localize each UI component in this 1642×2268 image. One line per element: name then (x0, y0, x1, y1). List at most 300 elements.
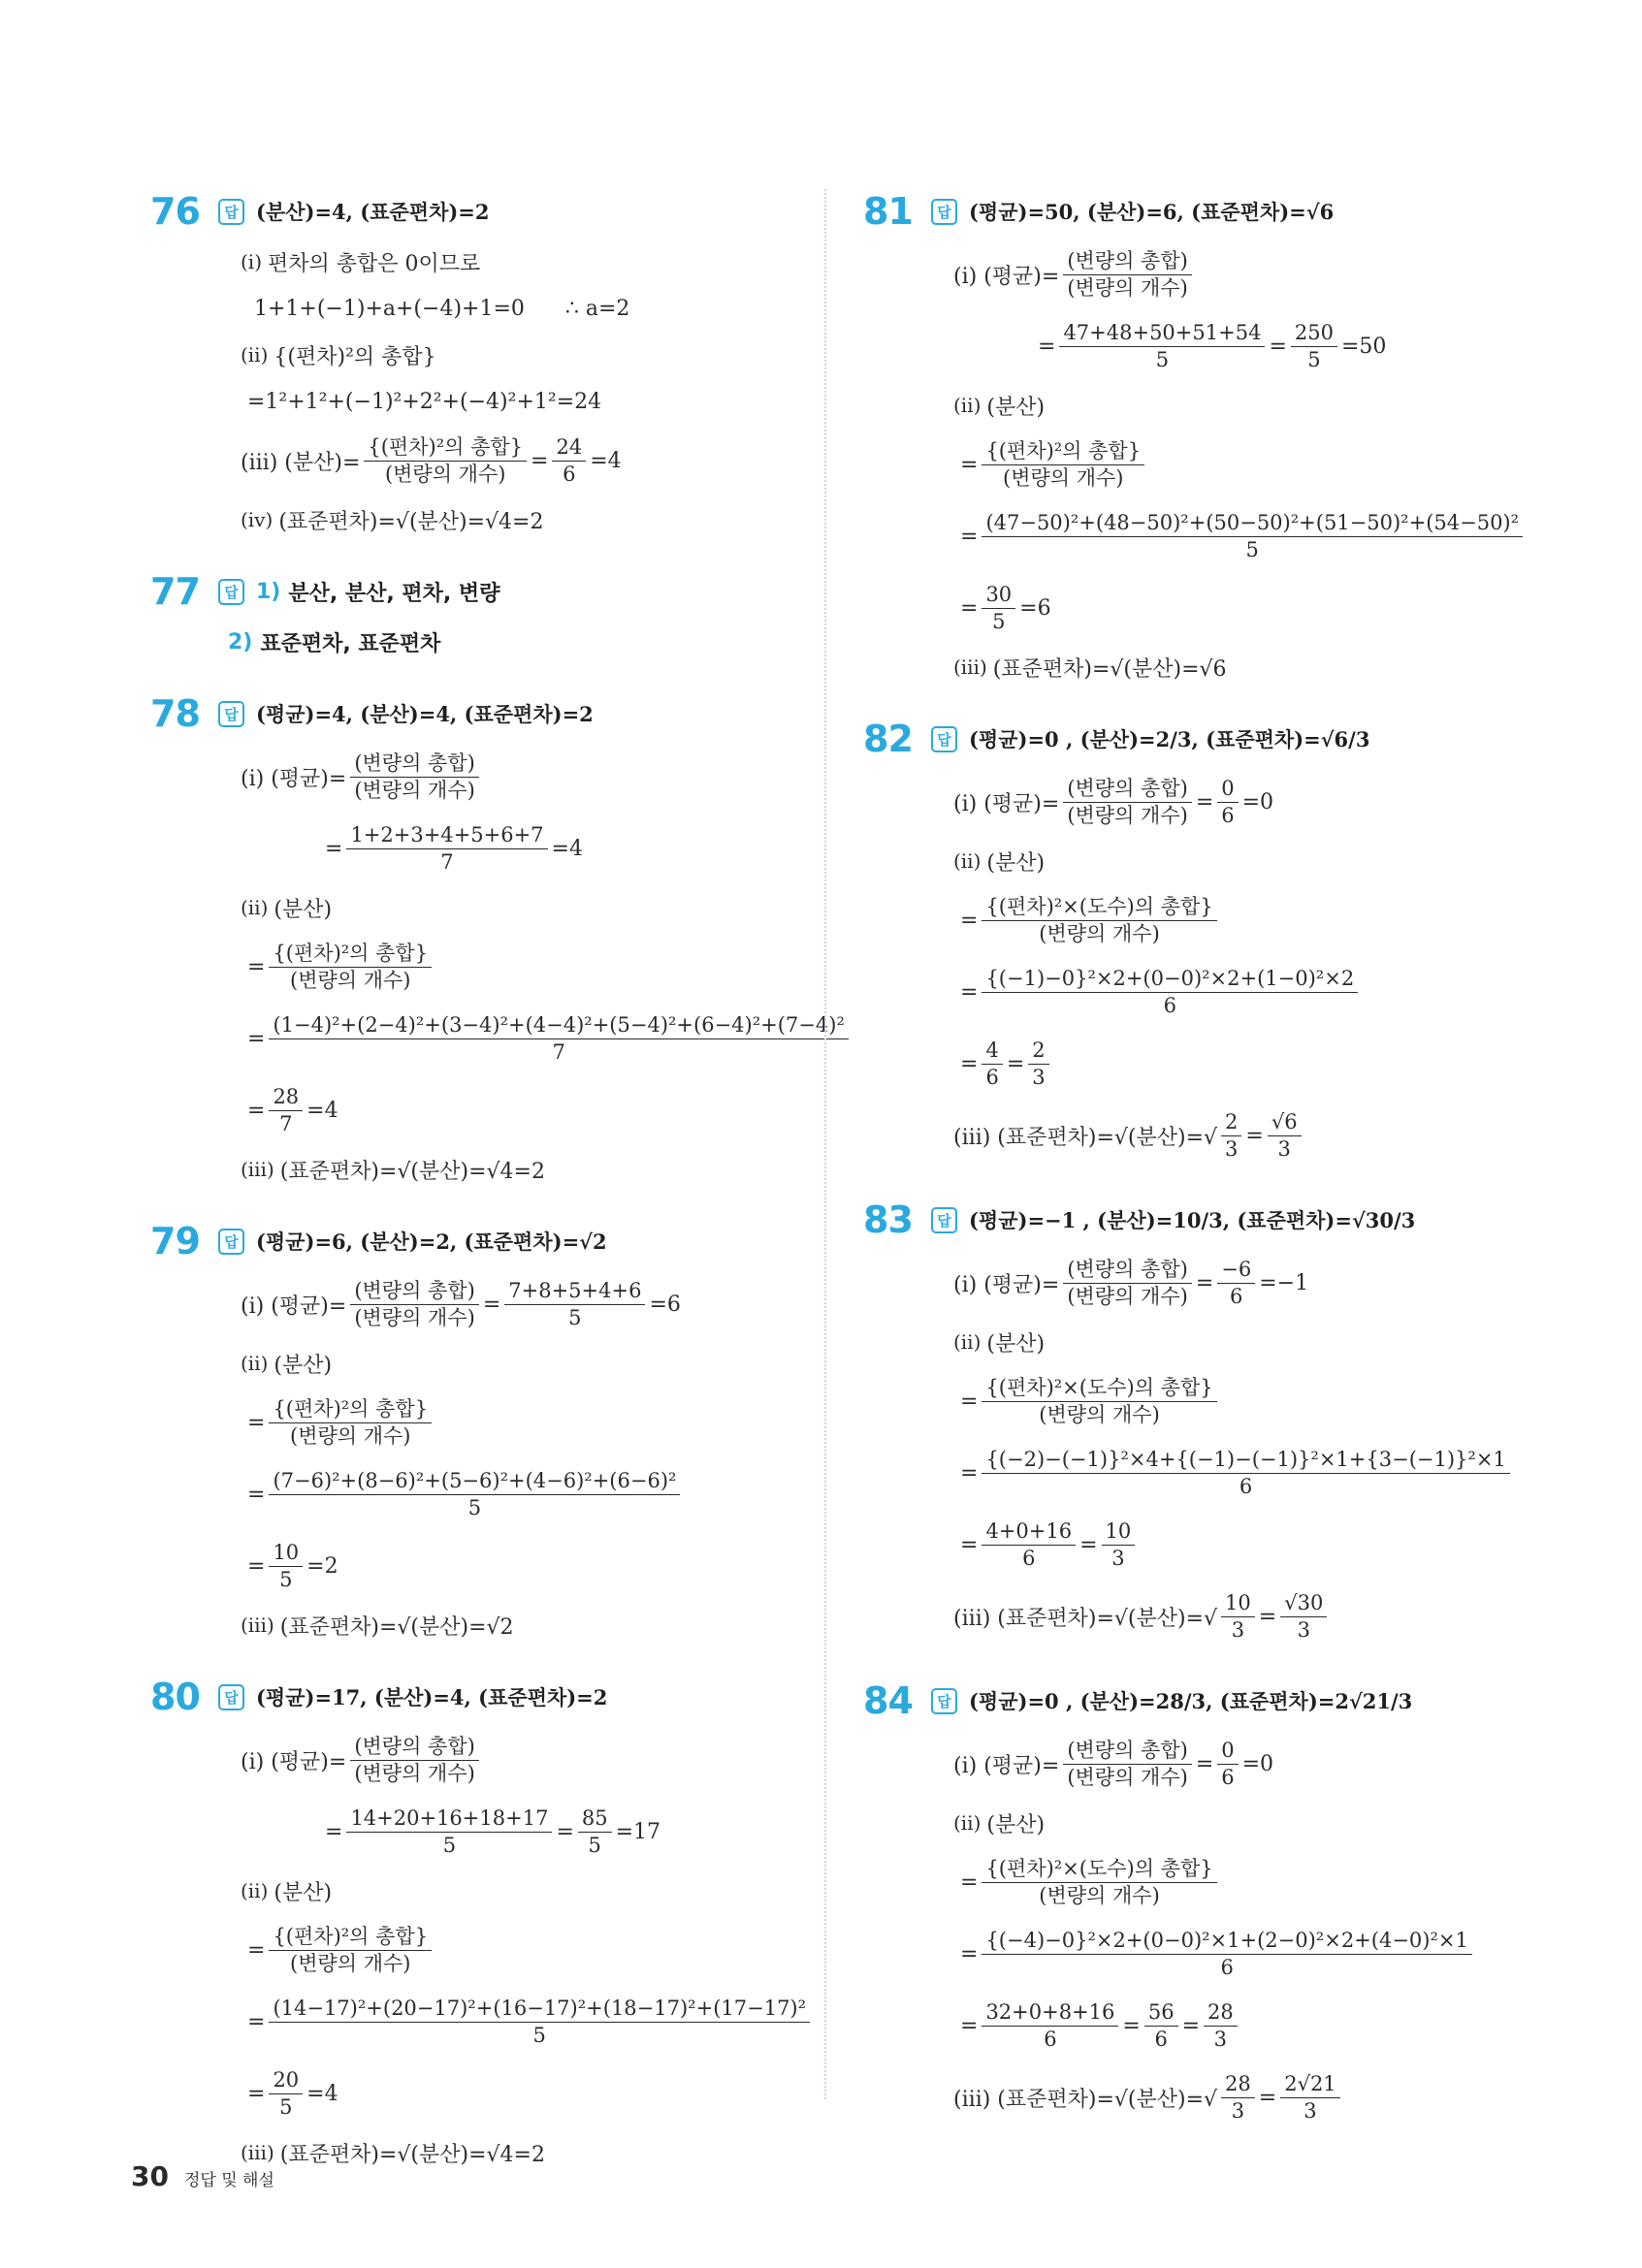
expr-text: = (325, 836, 343, 861)
solution-line (213, 285, 781, 332)
expr-text: =4 (306, 1098, 338, 1123)
fraction-denominator: (변량의 개수) (1039, 1883, 1160, 1907)
solution-line (213, 813, 781, 884)
fraction-denominator: 5 (279, 1567, 293, 1591)
solution-line (926, 1028, 1503, 1100)
fraction (578, 1806, 612, 1856)
fraction (269, 2068, 303, 2118)
fraction-numerator: 250 (1291, 321, 1337, 346)
fraction (982, 1929, 1471, 1978)
solution-body (863, 766, 1503, 1171)
answer-badge: 답 (218, 1684, 244, 1710)
page-footer (131, 2160, 274, 2192)
solution-body (150, 741, 845, 1193)
fraction-numerator: {(편차)²의 총합} (269, 1925, 432, 1950)
fraction (269, 1541, 303, 1590)
step-text: (표준편차)=√(분산)=√4=2 (279, 2142, 545, 2167)
solution-body (150, 1268, 781, 1648)
problem-gap (150, 543, 781, 564)
step-text: =1²+1²+(−1)²+2²+(−4)²+1²=24 (241, 389, 602, 414)
expr-text: (ⅰ) (평균)= (953, 791, 1060, 816)
step-marker: (ⅱ) (241, 343, 269, 367)
problem-header (150, 1670, 781, 1724)
fraction (350, 1735, 479, 1784)
solution-line (213, 1387, 781, 1458)
fraction (1028, 1038, 1048, 1088)
expr-text: = (953, 2013, 979, 2038)
fraction (1280, 2072, 1339, 2122)
fraction-numerator: {(편차)²×(도수)의 총합} (982, 895, 1216, 920)
step-text: (분산) (274, 897, 333, 922)
step-marker: (ⅱ) (241, 1879, 269, 1902)
problem-header (150, 184, 781, 239)
sub-answer-text: 표준편차, 표준편차 (260, 631, 441, 656)
fraction-denominator: (변량의 개수) (1067, 803, 1188, 827)
fraction-denominator: (변량의 개수) (1039, 1402, 1160, 1426)
column-divider (824, 189, 826, 2099)
fraction (982, 895, 1216, 944)
fraction-denominator: 3 (1277, 1136, 1291, 1161)
solution-line (926, 239, 1503, 310)
fraction (982, 2000, 1118, 2050)
fraction-denominator: 3 (1111, 1546, 1125, 1570)
fraction-numerator: 10 (1221, 1591, 1255, 1616)
solution-line (213, 496, 781, 543)
fraction-denominator: 6 (1022, 1546, 1036, 1570)
left-column (150, 184, 845, 2197)
fraction-denominator: 5 (992, 609, 1006, 633)
fraction (269, 1996, 810, 2046)
problem-header (863, 184, 1503, 239)
answer-text: (평균)=4, (분산)=4, (표준편차)=2 (256, 702, 594, 726)
solution-body (150, 239, 781, 543)
expr-text: = (1181, 2013, 1200, 2038)
fraction-numerator: 24 (552, 435, 586, 461)
fraction-numerator: 4 (982, 1038, 1002, 1064)
fraction-denominator: 3 (1032, 1065, 1046, 1089)
fraction-denominator: (변량의 개수) (1039, 921, 1160, 945)
step-text: 1+1+(−1)+a+(−4)+1=0 ∴ a=2 (241, 296, 630, 321)
fraction-numerator: (변량의 총합) (1063, 1258, 1192, 1283)
expr-text: = (241, 1937, 266, 1963)
answer-badge: 답 (218, 1229, 244, 1255)
fraction-numerator: {(편차)²의 총합} (982, 439, 1144, 464)
solution-body (863, 1728, 1503, 2133)
solution-line (213, 2129, 781, 2176)
fraction (1221, 2072, 1255, 2122)
fraction-numerator: (변량의 총합) (1063, 249, 1192, 274)
expr-text: =6 (1019, 595, 1051, 621)
step-text: (분산) (986, 395, 1046, 420)
fraction-numerator: 2√21 (1280, 2072, 1339, 2097)
expr-text: = (1258, 2085, 1277, 2110)
expr-text: = (953, 1460, 979, 1485)
fraction (1102, 1519, 1136, 1569)
fraction-numerator: (47−50)²+(48−50)²+(50−50)²+(51−50)²+(54−50)² (982, 511, 1523, 536)
step-marker: (ⅱ) (953, 394, 982, 417)
problem-82 (863, 712, 1503, 1171)
solution-line (926, 310, 1503, 382)
expr-text: =4 (590, 448, 622, 473)
answer-badge: 답 (218, 579, 244, 605)
step-marker: (ⅲ) (241, 1158, 274, 1181)
fraction-denominator: 6 (1044, 2027, 1057, 2051)
solution-body (150, 1724, 807, 2176)
sub-answer-line (213, 619, 781, 665)
fraction-numerator: (7−6)²+(8−6)²+(5−6)²+(4−6)²+(6−6)² (269, 1469, 680, 1494)
solution-line (213, 1602, 781, 1648)
expr-text: (ⅲ) (분산)= (241, 450, 361, 475)
problem-number: 79 (150, 1220, 200, 1262)
fraction-denominator: 5 (442, 1833, 457, 1857)
solution-line (213, 1914, 781, 1986)
fraction-numerator: 2 (1028, 1038, 1048, 1064)
solution-line (213, 1796, 781, 1868)
problem-header (863, 712, 1503, 766)
expr-text: = (1245, 1123, 1264, 1148)
problem-81 (863, 184, 1520, 690)
solution-line (213, 425, 781, 496)
problem-number: 80 (150, 1676, 200, 1718)
solution-body (150, 619, 781, 665)
fraction (269, 942, 432, 991)
fraction (982, 1038, 1002, 1088)
solution-line (213, 2058, 781, 2129)
answer-badge: 답 (931, 1688, 957, 1714)
fraction (504, 1279, 645, 1328)
expr-text: = (953, 1532, 979, 1557)
solution-line (213, 239, 781, 285)
expr-text: =0 (1241, 789, 1274, 815)
fraction-denominator: 5 (1155, 347, 1170, 371)
fraction-denominator: 3 (1297, 1617, 1310, 1642)
solution-line (213, 378, 781, 425)
solution-line (213, 741, 781, 813)
step-marker: (ⅱ) (241, 1352, 269, 1375)
expr-text: =50 (1340, 334, 1387, 359)
fraction (350, 751, 479, 801)
fraction-numerator: 7+8+5+4+6 (504, 1279, 645, 1304)
fraction-denominator: (변량의 개수) (290, 1423, 411, 1448)
solution-line (213, 884, 781, 931)
fraction-numerator: {(−2)−(−1)}²×4+{(−1)−(−1)}²×1+{3−(−1)}²×1 (982, 1448, 1509, 1473)
problem-number: 77 (150, 570, 200, 613)
solution-line (213, 1003, 845, 1074)
fraction (982, 1519, 1076, 1569)
fraction-numerator: (변량의 총합) (350, 1279, 479, 1304)
expr-text: = (953, 1869, 979, 1895)
fraction (1221, 1591, 1255, 1641)
step-text: (분산) (274, 1880, 333, 1905)
expr-text: (ⅰ) (평균)= (241, 1294, 347, 1319)
answer-text: (평균)=0 , (분산)=2/3, (표준편차)=√6/3 (969, 727, 1370, 751)
problem-83 (863, 1193, 1506, 1652)
step-marker: (ⅱ) (953, 849, 982, 873)
fraction (982, 511, 1523, 560)
expr-text: (ⅲ) (표준편차)=√(분산)=√ (953, 1125, 1218, 1150)
step-marker: (ⅲ) (953, 655, 987, 679)
problem-number: 76 (150, 190, 200, 233)
fraction (1144, 2000, 1178, 2050)
problem-gap (150, 665, 781, 687)
expr-text: = (241, 954, 266, 979)
fraction (982, 439, 1144, 489)
problem-header (863, 1193, 1503, 1247)
solution-line (926, 500, 1520, 572)
step-marker: (ⅲ) (241, 1613, 274, 1637)
fraction (1217, 1739, 1238, 1788)
expr-text: (ⅰ) (평균)= (241, 1749, 347, 1774)
fraction-denominator: (변량의 개수) (384, 462, 506, 486)
fraction (1217, 777, 1238, 826)
expr-text: = (482, 1292, 501, 1317)
fraction-denominator: 5 (1245, 537, 1259, 561)
fraction-denominator: 6 (1230, 1284, 1243, 1308)
fraction (1280, 1591, 1327, 1641)
fraction-denominator: 6 (563, 462, 576, 486)
step-text: (표준편차)=√(분산)=√2 (279, 1614, 514, 1640)
step-text: (표준편차)=√(분산)=√4=2 (278, 509, 544, 534)
fraction-numerator: {(편차)²×(도수)의 총합} (982, 1376, 1216, 1401)
problem-77 (150, 564, 781, 665)
fraction-denominator: (변량의 개수) (354, 1761, 475, 1785)
expr-text: = (531, 448, 549, 473)
fraction-numerator: √6 (1268, 1110, 1302, 1135)
expr-text: = (1006, 1051, 1025, 1076)
fraction-numerator: 85 (578, 1806, 612, 1832)
fraction-numerator: {(편차)²×(도수)의 총합} (982, 1857, 1216, 1882)
fraction-numerator: {(편차)²의 총합} (269, 942, 432, 967)
step-marker: (ⅱ) (953, 1811, 982, 1835)
solution-line (926, 766, 1503, 838)
problem-78 (150, 687, 845, 1193)
problem-76 (150, 184, 781, 543)
solution-line (926, 429, 1503, 500)
right-column (863, 184, 1520, 2155)
fraction (1063, 1739, 1192, 1788)
expr-text: = (241, 2009, 266, 2034)
fraction (1063, 1258, 1192, 1307)
fraction-denominator: (변량의 개수) (354, 1305, 475, 1329)
fraction (1063, 777, 1192, 826)
solution-line (926, 1100, 1503, 1171)
answer-badge: 답 (931, 199, 957, 225)
problem-header (150, 564, 781, 619)
answer-text: (평균)=6, (분산)=2, (표준편차)=√2 (256, 1230, 607, 1254)
solution-line (213, 1868, 781, 1914)
fraction-numerator: (1−4)²+(2−4)²+(3−4)²+(4−4)²+(5−4)²+(6−4)²+(7−4)² (269, 1013, 848, 1038)
fraction (269, 1085, 303, 1134)
fraction-numerator: 0 (1217, 777, 1238, 802)
expr-text: = (241, 1098, 266, 1123)
step-marker: (ⅱ) (953, 1330, 982, 1354)
expr-text: =6 (649, 1292, 681, 1317)
fraction (1268, 1110, 1302, 1160)
fraction (982, 1857, 1216, 1906)
solution-line (926, 1437, 1506, 1509)
fraction (350, 1279, 479, 1328)
fraction-numerator: −6 (1217, 1258, 1255, 1283)
expr-text: = (325, 1819, 343, 1844)
solution-line (926, 1846, 1503, 1918)
problem-number: 84 (863, 1679, 913, 1722)
solution-line (926, 572, 1503, 644)
fraction-numerator: 28 (1204, 2000, 1238, 2026)
solution-line (926, 2061, 1503, 2133)
fraction-denominator: (변량의 개수) (1067, 275, 1188, 300)
solution-line (926, 1918, 1503, 1990)
sub-answer-label: 1) (256, 579, 281, 604)
expr-text: = (1195, 789, 1214, 815)
step-text: {(편차)²의 총합} (274, 344, 436, 369)
fraction-denominator: 6 (985, 1065, 999, 1089)
fraction-denominator: 5 (279, 2094, 293, 2119)
expr-text: = (241, 1553, 266, 1579)
answer-text: (평균)=50, (분산)=6, (표준편차)=√6 (969, 200, 1335, 224)
problem-header (150, 687, 781, 741)
fraction (364, 435, 527, 485)
fraction-numerator: {(편차)²의 총합} (269, 1397, 432, 1422)
fraction (269, 1397, 432, 1447)
fraction-denominator: (변량의 개수) (1003, 465, 1124, 490)
fraction-denominator: 5 (568, 1305, 582, 1329)
step-marker: (ⅰ) (241, 250, 263, 273)
fraction-numerator: (14−17)²+(20−17)²+(16−17)²+(18−17)²+(17−17)² (269, 1996, 810, 2022)
fraction-numerator: 1+2+3+4+5+6+7 (346, 823, 547, 848)
solution-line (926, 838, 1503, 884)
solution-line (926, 382, 1503, 429)
solution-line (926, 1247, 1503, 1319)
fraction-numerator: 2 (1221, 1110, 1241, 1135)
fraction-denominator: 5 (588, 1833, 601, 1857)
fraction-denominator: (변량의 개수) (354, 778, 475, 802)
fraction-denominator: 6 (1221, 803, 1235, 827)
expr-text: = (241, 2081, 266, 2106)
problem-gap (150, 1193, 781, 1214)
step-marker: (ⅱ) (241, 896, 269, 919)
expr-text: = (1195, 1270, 1214, 1295)
fraction-numerator: 28 (269, 1085, 303, 1110)
problem-header (150, 1214, 781, 1268)
solution-line (926, 1800, 1503, 1846)
problem-gap (863, 1171, 1503, 1193)
fraction-denominator: 5 (1307, 347, 1321, 371)
fraction (982, 583, 1015, 632)
fraction-numerator: {(−4)−0}²×2+(0−0)²×1+(2−0)²×2+(4−0)²×1 (982, 1929, 1471, 1954)
fraction (269, 1013, 848, 1063)
expr-text: =4 (551, 836, 583, 861)
expr-text: (ⅲ) (표준편차)=√(분산)=√ (953, 1606, 1218, 1631)
expr-text: = (953, 452, 979, 477)
solution-line (213, 1074, 781, 1146)
expr-text: = (953, 524, 979, 549)
fraction-numerator: 10 (269, 1541, 303, 1566)
page-number: 30 (131, 2160, 169, 2192)
problem-number: 78 (150, 692, 200, 735)
expr-text: = (953, 1941, 979, 1966)
expr-text: =17 (615, 1819, 661, 1844)
fraction-numerator: 10 (1102, 1519, 1136, 1545)
answer-text: (평균)=0 , (분산)=28/3, (표준편차)=2√21/3 (969, 1689, 1413, 1713)
answer-text: (평균)=17, (분산)=4, (표준편차)=2 (256, 1685, 608, 1709)
problem-79 (150, 1214, 781, 1648)
expr-text: (ⅰ) (평균)= (953, 1272, 1060, 1297)
solution-line (213, 332, 781, 378)
fraction (346, 823, 547, 873)
answer-badge: 답 (218, 199, 244, 225)
problem-header (863, 1674, 1503, 1728)
fraction-numerator: 4+0+16 (982, 1519, 1076, 1545)
fraction-numerator: √30 (1280, 1591, 1327, 1616)
fraction (982, 967, 1358, 1016)
fraction-denominator: 7 (440, 849, 454, 874)
fraction (552, 435, 586, 485)
fraction-numerator: (변량의 총합) (350, 1735, 479, 1760)
solution-line (213, 1724, 781, 1796)
expr-text: = (1258, 1604, 1277, 1629)
sub-answer-label: 2) (228, 629, 253, 655)
expr-text: = (1269, 334, 1287, 359)
fraction (1217, 1258, 1255, 1307)
fraction-numerator: {(편차)²의 총합} (364, 435, 527, 461)
solution-line (926, 956, 1503, 1028)
step-marker: (ⅲ) (241, 2141, 274, 2164)
fraction-numerator: 28 (1221, 2072, 1255, 2097)
fraction (982, 1448, 1509, 1497)
solution-body (863, 239, 1520, 690)
expr-text: =0 (1241, 1751, 1274, 1776)
step-text: (표준편차)=√(분산)=√4=2 (279, 1159, 545, 1184)
fraction (982, 1376, 1216, 1425)
fraction-numerator: 14+20+16+18+17 (346, 1806, 552, 1832)
answer-text: (분산)=4, (표준편차)=2 (256, 200, 490, 224)
fraction (1221, 1110, 1241, 1160)
fraction-numerator: 20 (269, 2068, 303, 2093)
problem-gap (863, 2133, 1503, 2155)
expr-text: (ⅰ) (평균)= (953, 264, 1060, 289)
fraction-denominator: 6 (1220, 1955, 1234, 1979)
fraction-numerator: 32+0+8+16 (982, 2000, 1118, 2026)
expr-text: =2 (306, 1553, 338, 1579)
fraction-numerator: (변량의 총합) (350, 751, 479, 777)
fraction-denominator: 3 (1213, 2027, 1228, 2051)
expr-text: = (953, 908, 979, 933)
solution-line (926, 644, 1503, 690)
solution-line (926, 1319, 1503, 1365)
step-text: (분산) (986, 1331, 1046, 1357)
solution-line (213, 1146, 781, 1193)
problem-gap (863, 690, 1503, 712)
step-text: (분산) (986, 1812, 1046, 1837)
solution-line (926, 1509, 1503, 1581)
step-marker: (ⅳ) (241, 508, 274, 531)
step-text: (분산) (274, 1353, 333, 1378)
sub-answer-text: 분산, 분산, 편차, 변량 (288, 581, 500, 606)
fraction-denominator: 5 (467, 1495, 482, 1519)
step-text: 편차의 총합은 0이므로 (268, 251, 481, 276)
fraction-denominator: 6 (1239, 1474, 1253, 1498)
fraction (1204, 2000, 1238, 2050)
solution-line (213, 1340, 781, 1387)
expr-text: = (1195, 1751, 1214, 1776)
fraction-denominator: (변량의 개수) (290, 968, 411, 992)
expr-text: (ⅰ) (평균)= (953, 1753, 1060, 1778)
problem-80 (150, 1670, 807, 2176)
fraction-denominator: 3 (1225, 1136, 1239, 1161)
answer-text: (평균)=−1 , (분산)=10/3, (표준편차)=√30/3 (969, 1208, 1416, 1232)
footer-title: 정답 및 해설 (183, 2171, 274, 2190)
problem-gap (863, 1652, 1503, 1674)
